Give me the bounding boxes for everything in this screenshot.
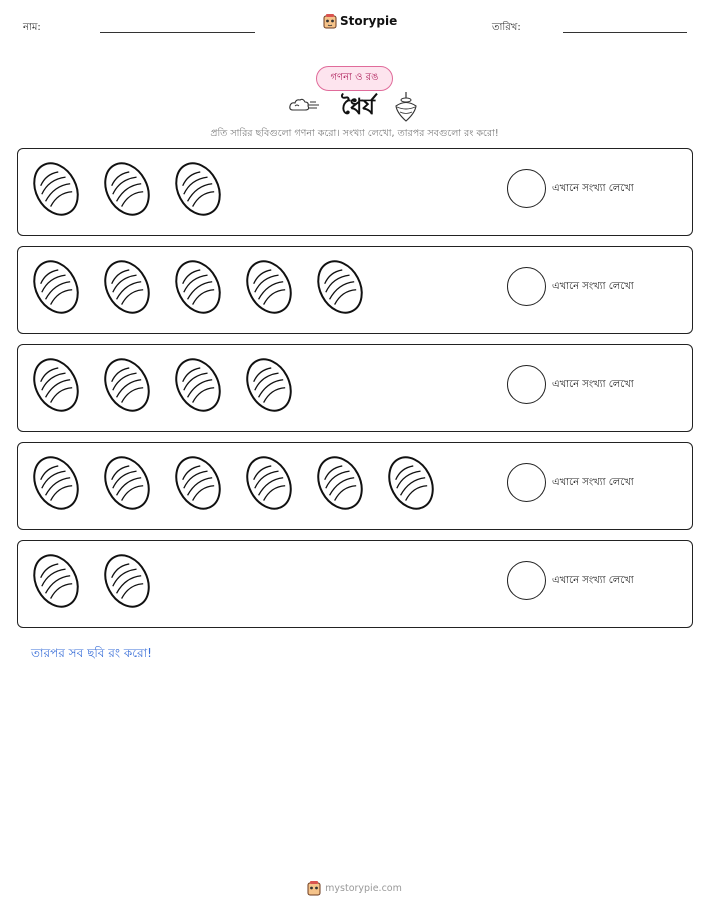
seed-icon: [101, 159, 153, 219]
seed-icon: [172, 453, 224, 513]
seed-icon: [30, 257, 82, 317]
counting-row: [17, 148, 693, 236]
seed-icon: [101, 257, 153, 317]
name-field[interactable]: [100, 32, 255, 33]
instruction-text: প্রতি সারির ছবিগুলো গণনা করো। সংখ্যা লেখো, তারপর সবগুলো রং করো!: [210, 128, 499, 139]
brand-name: Storypie: [340, 14, 398, 28]
seed-icon: [385, 453, 437, 513]
seed-icon: [30, 453, 82, 513]
counting-row: [17, 540, 693, 628]
seed-icon: [243, 355, 295, 415]
seed-icon: [101, 551, 153, 611]
row-items: [30, 355, 295, 415]
seed-icon: [30, 159, 82, 219]
category-badge: গণনা ও রঙ: [316, 66, 393, 91]
answer-circle[interactable]: [507, 365, 546, 404]
worksheet-title: ধৈর্য: [341, 95, 375, 120]
row-items: [30, 159, 224, 219]
answer-circle[interactable]: [507, 169, 546, 208]
seed-icon: [172, 355, 224, 415]
counting-row: [17, 344, 693, 432]
storypie-logo-icon: [323, 13, 337, 29]
footer-site: mystorypie.com: [325, 882, 402, 894]
counting-row: [17, 442, 693, 530]
seed-icon: [101, 453, 153, 513]
answer-hint: এখানে সংখ্যা লেখো: [552, 575, 634, 586]
row-items: [30, 453, 437, 513]
date-label: তারিখ:: [492, 22, 521, 33]
counting-row: [17, 246, 693, 334]
seed-icon: [172, 159, 224, 219]
footer: [0, 880, 709, 896]
spinning-top-icon: [393, 91, 419, 123]
date-field[interactable]: [563, 32, 687, 33]
footer-note: তারপর সব ছবি রং করো!: [31, 646, 152, 660]
answer-hint: এখানে সংখ্যা লেখো: [552, 183, 634, 194]
seed-icon: [314, 257, 366, 317]
answer-circle[interactable]: [507, 561, 546, 600]
answer-hint: এখানে সংখ্যা লেখো: [552, 281, 634, 292]
worksheet-header: [0, 0, 709, 50]
seed-icon: [172, 257, 224, 317]
cloud-wind-icon: [287, 96, 321, 118]
name-label: নাম:: [23, 22, 41, 33]
answer-circle[interactable]: [507, 267, 546, 306]
title-row: [0, 90, 709, 124]
storypie-logo-icon: [307, 880, 321, 896]
seed-icon: [243, 257, 295, 317]
answer-hint: এখানে সংখ্যা লেখো: [552, 477, 634, 488]
row-items: [30, 551, 153, 611]
seed-icon: [243, 453, 295, 513]
seed-icon: [101, 355, 153, 415]
brand: [323, 13, 397, 29]
row-items: [30, 257, 366, 317]
seed-icon: [30, 551, 82, 611]
seed-icon: [30, 355, 82, 415]
answer-circle[interactable]: [507, 463, 546, 502]
answer-hint: এখানে সংখ্যা লেখো: [552, 379, 634, 390]
seed-icon: [314, 453, 366, 513]
